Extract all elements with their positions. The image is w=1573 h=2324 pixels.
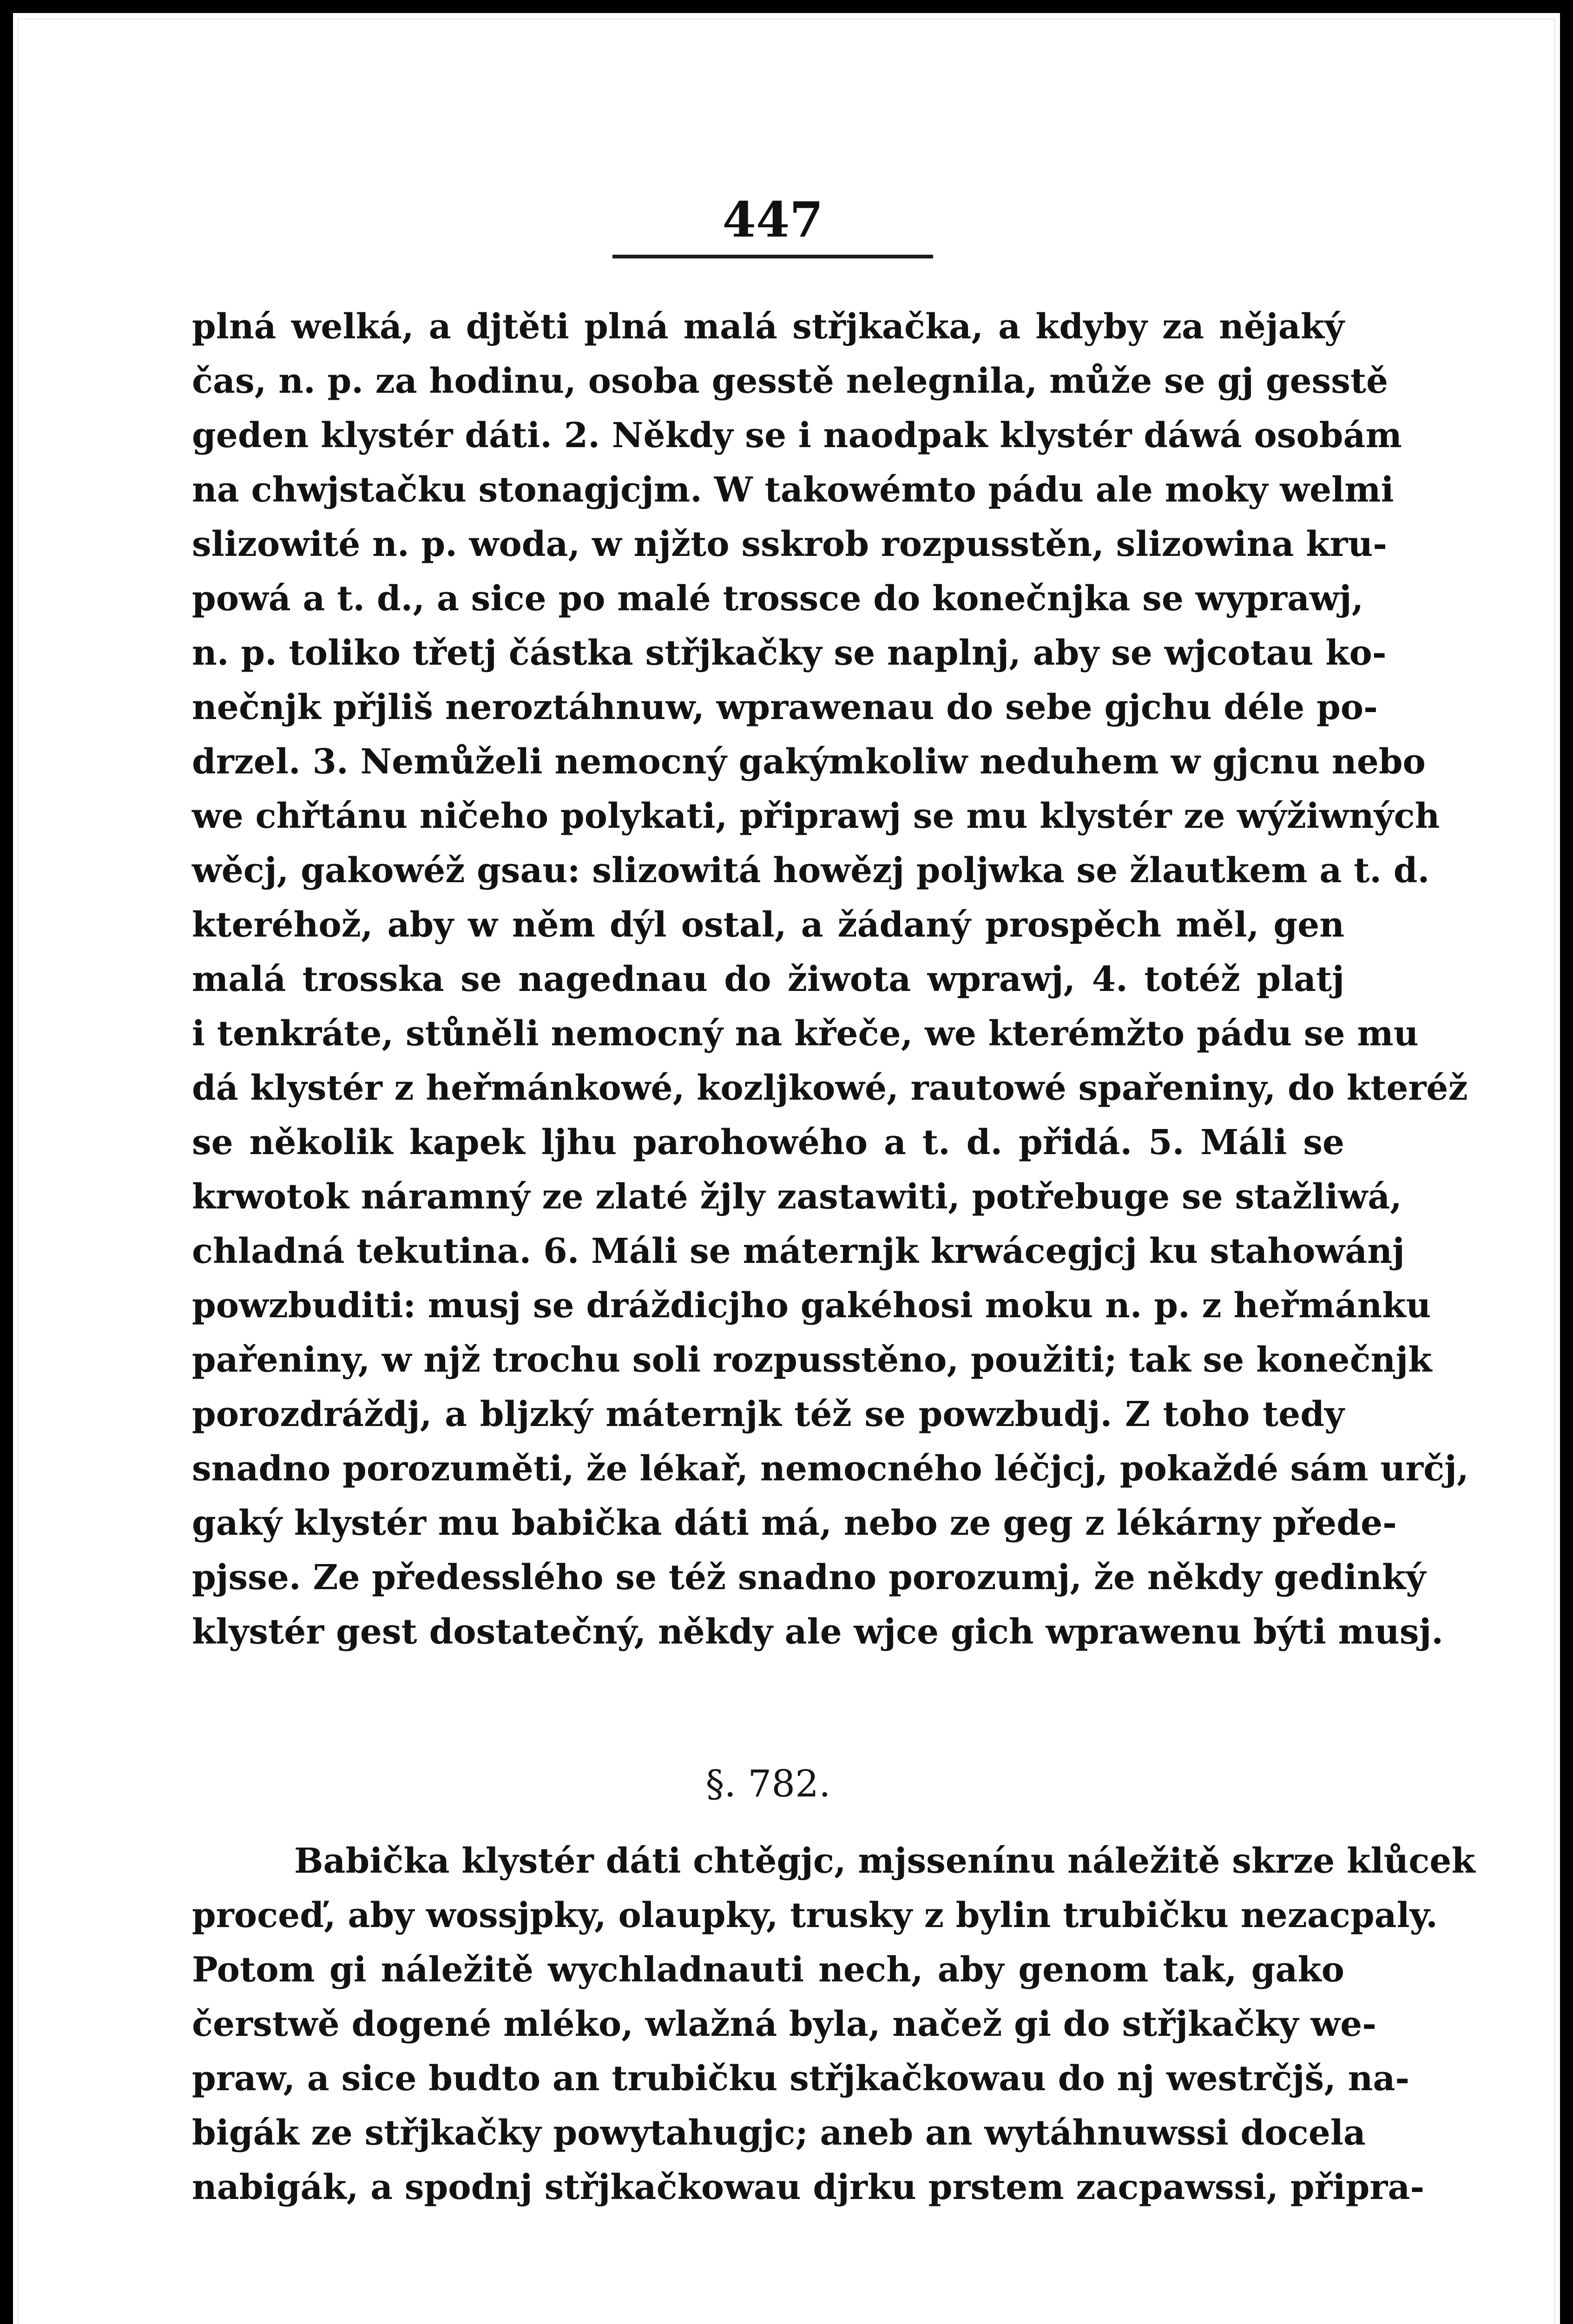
text-line: kteréhož, aby w něm dýl ostal, a žádaný prospěch měl, gen xyxy=(192,905,1344,945)
text-line: powá a t. d., a sice po malé trossce do konečnjka se wyprawj, xyxy=(192,579,1364,619)
text-line: n. p. toliko třetj částka střjkačky se naplnj, aby se wjcotau ko- xyxy=(192,633,1387,673)
text-line: pařeniny, w njž trochu soli rozpusstěno, použiti; tak se konečnjk xyxy=(192,1340,1432,1380)
text-line: proceď, aby wossjpky, olaupky, trusky z bylin trubičku nezacpaly. xyxy=(192,1895,1438,1935)
paragraph-continuation xyxy=(192,300,1469,1659)
text-line: malá trosska se nagednau do žiwota wprawj, 4. totéž platj xyxy=(192,959,1344,999)
text-line: nabigák, a spodnj střjkačkowau djrku prstem zacpawssi, připra- xyxy=(192,2167,1425,2207)
text-line: na chwjstačku stonagjcjm. W takowémto pádu ale moky welmi xyxy=(192,470,1394,510)
text-line: Babička klystér dáti chtěgjc, mjssenínu náležitě skrze klůcek xyxy=(294,1841,1475,1881)
text-line: krwotok náramný ze zlaté žjly zastawiti, potřebuge se stažliwá, xyxy=(192,1177,1402,1217)
text-line: praw, a sice budto an trubičku střjkačkowau do nj westrčjš, na- xyxy=(192,2059,1410,2099)
text-line: plná welká, a djtěti plná malá střjkačka, a kdyby za nějaký xyxy=(192,307,1344,347)
text-line: i tenkráte, stůněli nemocný na křeče, we kterémžto pádu se mu xyxy=(192,1014,1419,1054)
text-line: geden klystér dáti. 2. Někdy se i naodpak klystér dáwá osobám xyxy=(192,416,1402,456)
text-line: čerstwě dogené mléko, wlažná byla, načež gi do střjkačky we- xyxy=(192,2004,1376,2044)
text-line: bigák ze střjkačky powytahugjc; aneb an wytáhnuwssi docela xyxy=(192,2113,1366,2153)
section-heading: §. 782. xyxy=(705,1762,831,1805)
text-line: wěcj, gakowéž gsau: slizowitá howězj poljwka se žlautkem a t. d. xyxy=(192,851,1430,891)
text-line: dá klystér z heřmánkowé, kozljkowé, rautowé spařeniny, do kteréž xyxy=(192,1068,1468,1108)
text-line: gaký klystér mu babička dáti má, nebo ze geg z lékárny přede- xyxy=(192,1503,1397,1543)
text-line: se několik kapek ljhu parohowého a t. d. přidá. 5. Máli se xyxy=(192,1122,1344,1162)
header-rule xyxy=(612,255,933,258)
text-line: Potom gi náležitě wychladnauti nech, aby genom tak, gako xyxy=(192,1950,1344,1990)
text-line: chladná tekutina. 6. Máli se máternjk krwácegjcj ku stahowánj xyxy=(192,1231,1405,1271)
page-number: 447 xyxy=(722,191,823,248)
text-line: pjsse. Ze předesslého se též snadno porozumj, že někdy gedinký xyxy=(192,1558,1426,1598)
text-line: we chřtánu ničeho polykati, připrawj se mu klystér ze wýžiwných xyxy=(192,796,1440,836)
paragraph-section-782 xyxy=(192,1834,1475,2215)
text-line: snadno porozuměti, že lékař, nemocného léčjcj, pokaždé sám určj, xyxy=(192,1449,1469,1489)
book-page xyxy=(13,13,1560,2324)
text-line: nečnjk přjliš neroztáhnuw, wprawenau do sebe gjchu déle po- xyxy=(192,687,1378,727)
text-line: powzbuditi: musj se dráždicjho gakéhosi moku n. p. z heřmánku xyxy=(192,1286,1431,1326)
text-line: drzel. 3. Nemůželi nemocný gakýmkoliw neduhem w gjcnu nebo xyxy=(192,742,1426,782)
text-line: čas, n. p. za hodinu, osoba gesstě nelegnila, může se gj gesstě xyxy=(192,361,1389,401)
text-line: klystér gest dostatečný, někdy ale wjce gich wprawenu býti musj. xyxy=(192,1612,1443,1652)
text-line: porozdráždj, a bljzký máternjk též se powzbudj. Z toho tedy xyxy=(192,1394,1344,1434)
text-line: slizowité n. p. woda, w njžto sskrob rozpusstěn, slizowina kru- xyxy=(192,524,1387,564)
